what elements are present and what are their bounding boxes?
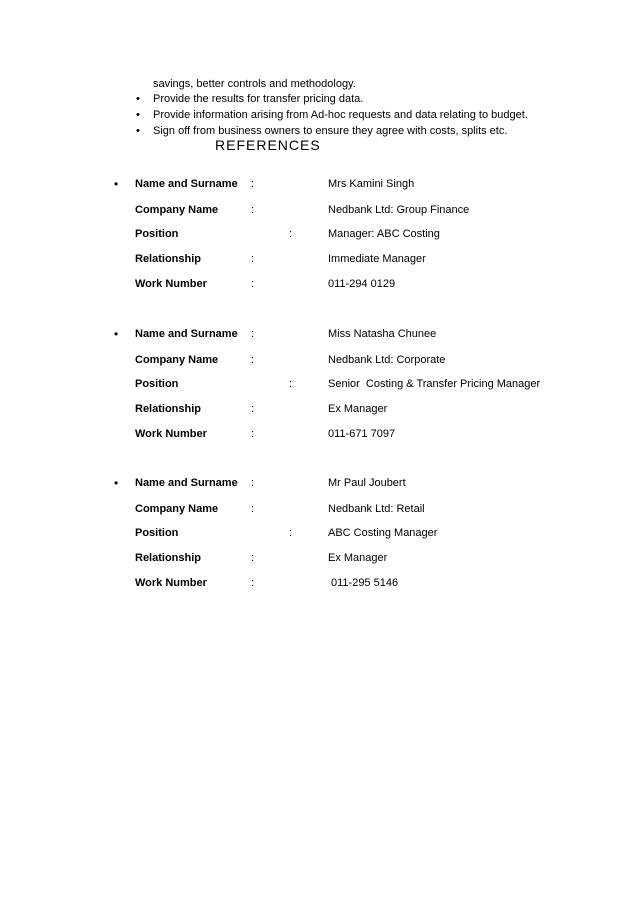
field-separator: :: [251, 403, 255, 415]
field-separator: :: [289, 378, 293, 390]
duty-item: [135, 123, 528, 139]
reference-row-position: [0, 227, 638, 241]
field-separator: :: [289, 228, 293, 240]
field-separator: :: [251, 204, 255, 216]
field-value: Nedbank Ltd: Retail: [328, 503, 425, 515]
field-separator: :: [251, 477, 255, 489]
duties-continuation: savings, better controls and methodology.: [153, 78, 356, 90]
field-value: Mrs Kamini Singh: [328, 178, 415, 190]
field-value: Manager: ABC Costing: [328, 228, 440, 240]
reference-row-position: [0, 526, 638, 540]
bullet-icon: •: [136, 109, 140, 121]
field-value: Immediate Manager: [328, 253, 426, 265]
reference-row-relationship: [0, 252, 638, 266]
bullet-icon: •: [114, 327, 119, 341]
field-label: Name and Surname: [135, 328, 238, 340]
duty-text: Provide information arising from Ad-hoc requests and data relating to budget.: [153, 109, 528, 121]
field-label: Work Number: [135, 428, 207, 440]
field-label: Relationship: [135, 253, 202, 265]
field-label: Position: [135, 527, 179, 539]
field-value: Nedbank Ltd: Corporate: [328, 354, 446, 366]
reference-row-relationship: [0, 551, 638, 565]
field-label: Name and Surname: [135, 477, 238, 489]
reference-row-name: [0, 177, 638, 191]
bullet-icon: •: [114, 177, 119, 191]
field-label: Name and Surname: [135, 178, 238, 190]
reference-row-position: [0, 377, 638, 391]
field-value: 011-295 5146: [331, 577, 399, 589]
reference-row-company: [0, 203, 638, 217]
reference-row-work-number: [0, 576, 638, 590]
field-separator: :: [251, 503, 255, 515]
duties-list: [135, 91, 528, 139]
field-value: Ex Manager: [328, 552, 388, 564]
reference-row-name: [0, 476, 638, 490]
field-label: Relationship: [135, 403, 202, 415]
field-value: Mr Paul Joubert: [328, 477, 406, 489]
field-label: Company Name: [135, 354, 219, 366]
duty-text: Provide the results for transfer pricing data.: [153, 93, 364, 105]
duty-text: Sign off from business owners to ensure they agree with costs, splits etc.: [153, 125, 508, 137]
duty-item: [135, 107, 528, 123]
bullet-icon: •: [136, 93, 140, 105]
field-label: Relationship: [135, 552, 202, 564]
field-separator: :: [251, 278, 255, 290]
field-value: 011-294 0129: [328, 278, 396, 290]
field-separator: :: [251, 428, 255, 440]
field-separator: :: [251, 178, 255, 190]
reference-row-relationship: [0, 402, 638, 416]
duty-item: [135, 91, 528, 107]
field-separator: :: [251, 253, 255, 265]
field-label: Position: [135, 228, 179, 240]
field-separator: :: [289, 527, 293, 539]
references-heading: REFERENCES: [215, 137, 321, 153]
field-label: Company Name: [135, 204, 219, 216]
bullet-icon: •: [114, 476, 119, 490]
bullet-icon: •: [136, 125, 140, 137]
field-value: ABC Costing Manager: [328, 527, 438, 539]
reference-row-name: [0, 327, 638, 341]
field-value: Senior Costing & Transfer Pricing Manager: [328, 378, 541, 390]
reference-row-company: [0, 353, 638, 367]
field-label: Work Number: [135, 577, 207, 589]
field-separator: :: [251, 354, 255, 366]
field-separator: :: [251, 577, 255, 589]
reference-row-work-number: [0, 427, 638, 441]
reference-row-company: [0, 502, 638, 516]
field-separator: :: [251, 328, 255, 340]
field-value: Ex Manager: [328, 403, 388, 415]
reference-row-work-number: [0, 277, 638, 291]
field-separator: :: [251, 552, 255, 564]
field-label: Company Name: [135, 503, 219, 515]
field-label: Position: [135, 378, 179, 390]
field-value: Nedbank Ltd: Group Finance: [328, 204, 470, 216]
field-label: Work Number: [135, 278, 207, 290]
field-value: Miss Natasha Chunee: [328, 328, 437, 340]
field-value: 011-671 7097: [328, 428, 396, 440]
